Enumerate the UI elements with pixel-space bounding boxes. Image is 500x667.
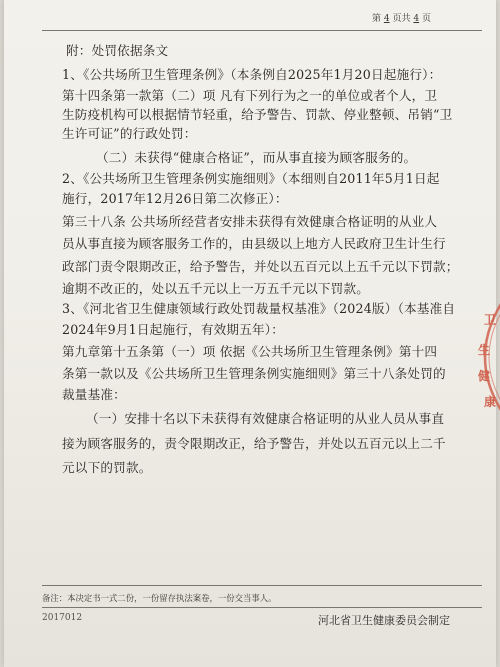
footer-divider-bottom — [42, 607, 482, 608]
basis-1-article-cont: 生许可证”的行政处罚： — [62, 126, 197, 141]
appendix-title: 附：处罚依据条文 — [66, 43, 169, 58]
page-number-prefix: 第 — [372, 14, 382, 24]
page-number — [372, 13, 431, 25]
seal-char: 生 — [478, 343, 491, 357]
basis-1-article: 第十四条第一款第（二）项 凡有下列行为之一的单位或者个人，卫 — [62, 88, 438, 103]
basis-3-article-cont: 条第一款以及《公共场所卫生管理条例实施细则》第三十八条处罚的 — [62, 366, 446, 381]
page-number-suffix: 页 — [422, 14, 432, 24]
form-code: 2017012 — [42, 613, 83, 623]
official-seal-stamp — [452, 282, 500, 432]
basis-2-heading: 2、《公共场所卫生管理条例实施细则》（本细则自2011年5月1日起 — [62, 171, 440, 186]
page-number-mid: 页共 — [392, 14, 411, 24]
basis-1-heading: 1、《公共场所卫生管理条例》（本条例自2025年1月20日起施行）： — [62, 67, 442, 82]
total-pages: 4 — [413, 14, 420, 24]
footer-divider — [42, 585, 482, 586]
seal-char: 卫 — [484, 313, 497, 327]
basis-2-article-cont: 政部门责令限期改正，给予警告，并处以五百元以上五千元以下罚款； — [62, 259, 459, 274]
issuing-authority: 河北省卫生健康委员会制定 — [318, 614, 450, 627]
header-divider — [42, 30, 482, 31]
basis-2-article: 第三十八条 公共场所经营者安排未获得有效健康合格证明的从业人 — [62, 214, 438, 229]
seal-char: 健 — [478, 369, 491, 383]
basis-1-article-cont: 生防疫机构可以根据情节轻重，给予警告、罚款、停业整顿、吊销“卫 — [62, 107, 453, 122]
basis-2-heading-cont: 施行，2017年12月26日第二次修正）： — [62, 191, 288, 206]
basis-3-article: 第九章第十五条第（一）项 依据《公共场所卫生管理条例》第十四 — [62, 344, 438, 359]
basis-3-heading: 3、《河北省卫生健康领域行政处罚裁量权基准》（2024版）（本基准自 — [62, 301, 456, 316]
document-page — [4, 0, 496, 667]
basis-3-item-cont: 元以下的罚款。 — [62, 460, 152, 475]
seal-char: 康 — [484, 395, 497, 409]
footnote: 备注：本决定书一式二份，一份留存执法案卷，一份交当事人。 — [42, 593, 277, 603]
basis-3-item-cont: 接为顾客服务的，责令限期改正，给予警告，并处以五百元以上二千 — [62, 436, 446, 451]
basis-3-item: （一）安排十名以下未获得有效健康合格证明的从业人员从事直 — [86, 411, 445, 426]
basis-2-article-cont: 逾期不改正的，处以五千元以上一万五千元以下罚款。 — [62, 281, 370, 296]
basis-1-item: （二）未获得“健康合格证”，而从事直接为顾客服务的。 — [96, 150, 417, 165]
current-page: 4 — [383, 14, 390, 24]
basis-3-heading-cont: 2024年9月1日起施行，有效期五年）： — [62, 322, 285, 337]
basis-2-article-cont: 员从事直接为顾客服务工作的，由县级以上地方人民政府卫生计生行 — [62, 236, 446, 251]
basis-3-article-cont: 裁量基准： — [62, 387, 126, 402]
